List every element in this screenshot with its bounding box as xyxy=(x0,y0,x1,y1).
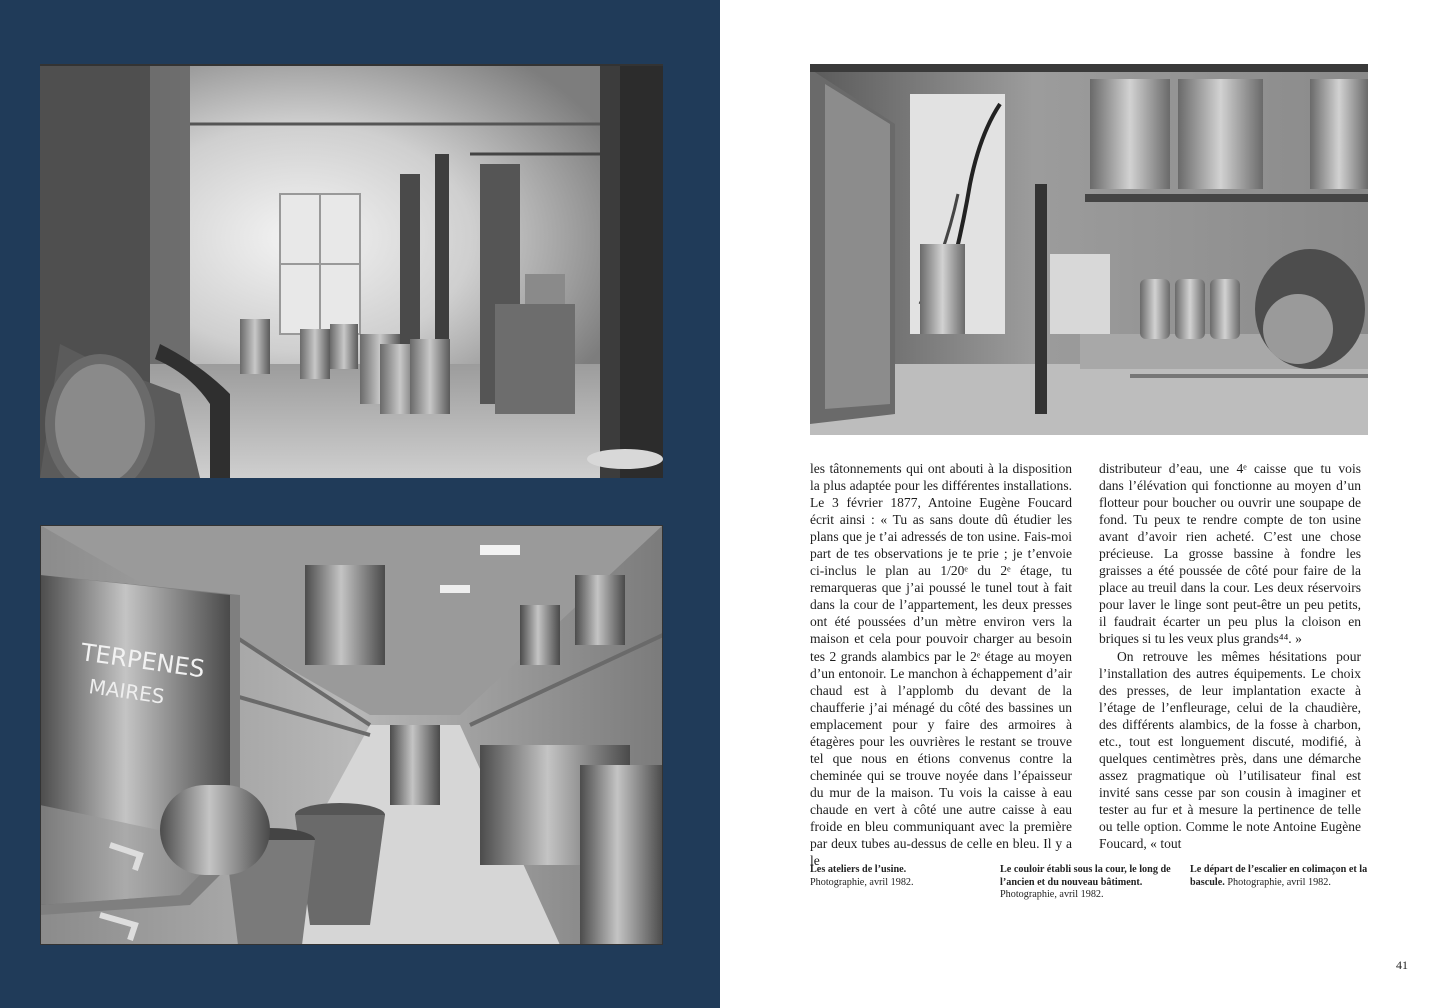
page-number: 41 xyxy=(1396,958,1408,972)
caption-staircase xyxy=(1190,864,1370,889)
chalk-writing-2: MAIRES xyxy=(87,674,166,709)
caption-workshop xyxy=(810,864,980,889)
chalk-writing: TERPENES xyxy=(79,638,207,684)
caption-credit: Photographie, avril 1982. xyxy=(1227,876,1331,888)
caption-credit: Photographie, avril 1982. xyxy=(1000,889,1104,901)
body-text-column-2 xyxy=(1099,460,1361,852)
photo-storage-corridor xyxy=(40,525,663,945)
caption-title: Le départ de l’escalier en colimaçon et la bascule. xyxy=(1190,864,1368,888)
body-paragraph: distributeur d’eau, une 4ᵉ caisse que tu vois dans l’élévation qui fonctionne au moyen d’un flotteur pour boucher ou ouvrir une soupape de fond. Tu peux te rendre compte de ton usine avant d’avoir rien acheté. C’est une chose précieuse. La grosse bassine à fondre les graisses a été poussée de côté pour faire de la place au treuil dans la cour. Les deux réservoirs pour laver le linge sont peut-être un peu petits, il faudrait écarter un peu plus la cloison en briques si tu les veux plus grands⁴⁴. » xyxy=(1099,461,1361,647)
caption-corridor xyxy=(1000,864,1180,902)
caption-title: Le couloir établi sous la cour, le long de l’ancien et du nouveau bâtiment. xyxy=(1000,864,1171,888)
caption-title: Les ateliers de l’usine. xyxy=(810,864,907,875)
caption-credit: Photographie, avril 1982. xyxy=(810,876,914,888)
photo-factory-workshop xyxy=(40,64,663,478)
photo-spiral-staircase xyxy=(810,64,1368,435)
body-paragraph: les tâtonnements qui ont abouti à la disposition la plus adaptée pour les différentes installations. Le 3 février 1877, Antoine Eugène Foucard écrit ainsi : « Tu as sans doute dû étudier les plans que je t’ai adressés de ton usine. Fais-moi part de tes observations je te prie ; je t’envoie ci-inclus le plan au 1/20ᵉ du 2ᵉ étage, tu remarqueras que j’ai poussé le tunel tout à fait dans la cour de l’appartement, les deux presses ont été poussées d’un mètre environ vers la maison et cela pour pouvoir charger au besoin tes 2 grands alambics par le 2ᵉ étage au moyen d’un entonoir. Le manchon à échappement d’air chaud est à l’applomb du devant de la chaufferie j’ai ménagé du côté des bassines un emplacement pour y faire des armoires à étagères pour les ouvrières le restant se trouve tel que nous en étions convenus contre la cheminée qui se trouve noyée dans l’épaisseur du mur de la maison. Tu vois la caisse à eau chaude en vert à côté une autre caisse à eau froide en bleu communiquant avec la première par deux tubes au-dessus de celle en bleu. Il y a le xyxy=(810,461,1072,869)
body-text-column-1 xyxy=(810,460,1072,869)
body-paragraph: On retrouve les mêmes hésitations pour l’installation des autres équipements. Le choix des presses, de leur implantation exacte à l’étage de l’enfleurage, celui de la chaudière, des différents alambics, de la fosse à charbon, etc., tout est longuement discuté, modifié, à quelques centimètres près, dans une démarche assez pragmatique où l’utilisateur final est invité sans cesse par son cousin à imaginer et tester au fur et à mesure la pertinence de telle ou telle option. Comme le note Antoine Eugène Foucard, « tout xyxy=(1099,648,1361,852)
